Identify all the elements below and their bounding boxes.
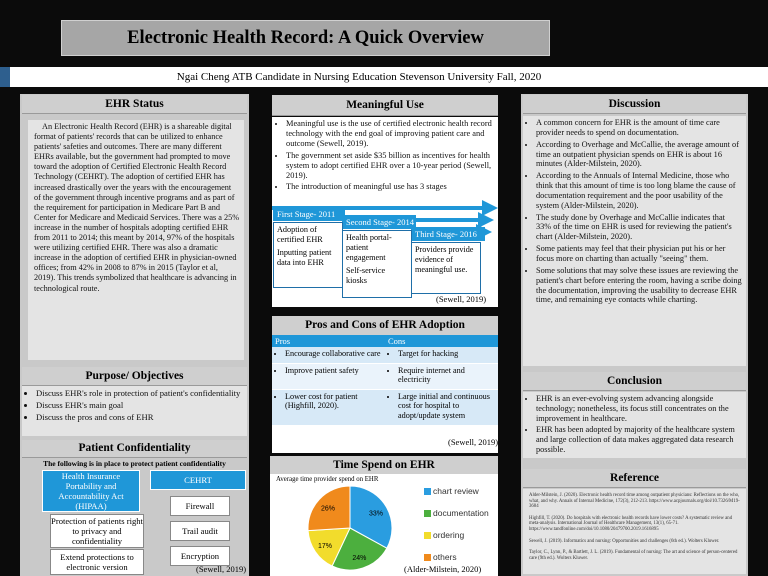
purpose-panel bbox=[22, 386, 247, 436]
legend-label: ordering bbox=[433, 530, 465, 540]
time-spend-header: Time Spend on EHR bbox=[270, 456, 498, 475]
hipaa-item: Extend protections to electronic version bbox=[50, 549, 144, 575]
data-label: 33% bbox=[369, 510, 384, 518]
stage-box bbox=[342, 230, 412, 298]
cehrt-item: Firewall bbox=[170, 496, 230, 516]
discussion-panel bbox=[523, 116, 746, 366]
list-item: • EHR is an ever-evolving system advancing alongside technology; nonetheless, its focus still concentrates on the improvement in healthcare. bbox=[536, 394, 742, 423]
cehrt-item: Encryption bbox=[170, 546, 230, 566]
stage-label: Third Stage- 2016 bbox=[411, 227, 485, 241]
conclusion-list bbox=[527, 394, 742, 455]
chart-panel bbox=[270, 474, 498, 576]
time-spend-citation: (Alder-Milstein, 2020) bbox=[404, 564, 482, 574]
conclusion-panel bbox=[523, 392, 746, 458]
legend-label: chart review bbox=[433, 486, 479, 496]
ehr-status-header: EHR Status bbox=[22, 95, 247, 114]
list-item: • According to Overhage and McCallie, the average amount of time an outpatient physician spends on EHR is about 16 minutes (Alder-Milstein, 2020). bbox=[536, 140, 742, 170]
list-item: • According to the Annuals of Internal Medicine, those who think that this amount of time is too long blame the cause of documentation requirement and the poor usability of the system (Alder-Milstein, 2020). bbox=[536, 171, 742, 210]
data-label: 17% bbox=[317, 542, 332, 550]
list-item: • Some solutions that may solve these issues are reviewing the patient's chart before entering the room, having a scribe doing the documentation, improving the usability to decrease EHR time, and remaining eye contacts while charting. bbox=[536, 266, 742, 305]
ehr-status-panel bbox=[28, 120, 244, 360]
pros-cons-citation: (Sewell, 2019) bbox=[448, 437, 499, 447]
stage-item: Inputting patient data into EHR bbox=[277, 248, 332, 267]
meaningful-use-header: Meaningful Use bbox=[272, 95, 498, 116]
legend-swatch bbox=[424, 488, 431, 495]
list-item: • Some patients may feel that their physician put his or her focus more on charting than actually "seeing" them. bbox=[536, 244, 742, 264]
reference-item: Highfill, T. (2020). Do hospitals with electronic health records have lower costs? A systematic review and meta-analysis. International Journal of Healthcare Management, 13(1), 65-71. https://www.tandfonline.com/doi/10.1080/20479700.2019.1616895 bbox=[529, 515, 733, 532]
con-item: • Large initial and continuous cost for hospital to adopt/update system bbox=[398, 392, 495, 421]
list-item: • Discuss EHR's main goal bbox=[36, 400, 243, 410]
chart-title: Average time provider spend on EHR bbox=[276, 476, 379, 483]
legend-swatch bbox=[424, 532, 431, 539]
reference-item: Taylor, C., Lynn, P., & Bartlett, J. L. (2019). Fundamental of nursing: The art and science of person-centered care (9th ed.). Wolters Kluwer. bbox=[529, 550, 738, 561]
legend-swatch bbox=[424, 510, 431, 517]
stage-label: Second Stage- 2014 bbox=[342, 215, 416, 229]
meaningful-use-list bbox=[272, 117, 498, 192]
stage-item: Adoption of certified EHR bbox=[277, 225, 323, 244]
cehrt-item: Trail audit bbox=[170, 521, 230, 541]
ehr-status-text: An Electronic Health Record (EHR) is a shareable digital format of patients' records that can be utilized to enhance patients' safeties and outcomes. There are many different EHRs available, but the government had prompted to move toward the adoption of Certified Electronic Health Record Technology (CEHRT). The adoption of certified EHR has increased drastically over the years with the encouragement of the government through incentive programs and as part of the requirement for participation in Medicare Part B and Center for Medicare and Medicaid Services. There was a 25% increase in the number of hospitals adopting certified EHR from 2011 to 2014; this meant by 2014, 97% of the hospitals were utilizing certified EHR. There was also a dramatic increase in the adoption of certified EHR in physician-owned offices; from 42% in 2008 to 87% in 2015 (Taylor et al, 2019). This trends symbolized that healthcare is advancing in technological route. bbox=[34, 122, 240, 293]
con-item: • Target for hacking bbox=[398, 349, 495, 359]
author-line: Ngai Cheng ATB Candidate in Nursing Education Stevenson University Fall, 2020 bbox=[176, 71, 542, 83]
confidentiality-header: Patient Confidentiality bbox=[22, 440, 247, 458]
stage-item: Health portal-patient engagement bbox=[346, 233, 392, 262]
reference-item: Sewell, J. (2019). Informatics and nursing: Opportunities and challenges (6th ed.). Wolters Kluwer. bbox=[529, 538, 720, 544]
con-item: • Require internet and electricity bbox=[398, 366, 495, 385]
purpose-header: Purpose/ Objectives bbox=[22, 367, 247, 386]
accent-stripe bbox=[0, 67, 10, 87]
pros-cons-table bbox=[272, 335, 498, 426]
stage-label: First Stage- 2011 bbox=[273, 207, 345, 221]
data-label: 26% bbox=[320, 505, 335, 513]
table-row bbox=[272, 389, 498, 425]
discussion-list bbox=[527, 118, 742, 305]
pros-cons-panel bbox=[272, 335, 498, 453]
table-row bbox=[272, 347, 498, 363]
legend-swatch bbox=[424, 554, 431, 561]
data-label: 24% bbox=[352, 554, 367, 562]
purpose-list bbox=[26, 388, 243, 423]
stage-item: Self-service kiosks bbox=[346, 266, 386, 285]
cons-column-header: Cons bbox=[385, 335, 498, 347]
subtitle-bar bbox=[0, 67, 768, 87]
list-item: • A common concern for EHR is the amount of time care provider needs to spend on documentation. bbox=[536, 118, 742, 138]
pro-item: • Improve patient safety bbox=[285, 366, 382, 376]
pie-chart bbox=[270, 474, 498, 576]
list-item: • Discuss EHR's role in protection of patient's confidentiality bbox=[36, 388, 243, 398]
discussion-header: Discussion bbox=[523, 95, 746, 114]
list-item: • Discuss the pros and cons of EHR bbox=[36, 412, 243, 422]
page-title: Electronic Health Record: A Quick Overview bbox=[61, 20, 550, 56]
hipaa-item: Protection of patients right to privacy and confidentiality bbox=[51, 516, 143, 546]
list-item: • Meaningful use is the use of certified electronic health record technology with the end goal of improving patient care and outcome (Sewell, 2019). bbox=[286, 119, 494, 149]
list-item: • EHR has been adopted by majority of the healthcare system and large collection of data makes aggregated data research possible. bbox=[536, 425, 742, 454]
list-item: • The introduction of meaningful use has 3 stages bbox=[286, 182, 494, 192]
table-row bbox=[272, 363, 498, 389]
pro-item: • Lower cost for patient (Highfill, 2020). bbox=[285, 392, 382, 411]
cehrt-box: CEHRT bbox=[150, 470, 246, 490]
reference-item: Alder-Milstein, J. (2020). Electronic health record time among outpatient physicians: Reflections on the who, what, and why. Annals of Internal Medicine, 172(3), 212-213. https://www.acpjournals.org/doi/10.7326/M19-3684 bbox=[529, 493, 740, 510]
list-item: • The study done by Overhage and McCallie indicates that 33% of the time on EHR is used for reviewing the patient's chart (Alder-Milstein, 2020). bbox=[536, 213, 742, 243]
stage-box bbox=[411, 242, 481, 294]
stage-item: Providers provide evidence of meaningful use. bbox=[415, 245, 474, 274]
confidentiality-intro: The following is in place to protect patient confidentiality bbox=[43, 459, 226, 468]
reference-header: Reference bbox=[523, 469, 746, 488]
hipaa-box: Health Insurance Portability and Accountability Act (HIPAA) bbox=[42, 470, 140, 512]
pros-column-header: Pros bbox=[272, 335, 385, 347]
pros-cons-header: Pros and Cons of EHR Adoption bbox=[272, 316, 498, 336]
stage-box bbox=[273, 222, 343, 288]
reference-panel bbox=[523, 489, 746, 574]
confidentiality-citation: (Sewell, 2019) bbox=[196, 564, 247, 574]
meaningful-use-citation: (Sewell, 2019) bbox=[436, 294, 487, 304]
conclusion-header: Conclusion bbox=[523, 372, 746, 391]
list-item: • The government set aside $35 billion as incentives for health system to adopt certified EHR over a 10-year period (Sewell, 2019). bbox=[286, 151, 494, 181]
pro-item: • Encourage collaborative care bbox=[285, 349, 382, 359]
legend-label: others bbox=[433, 552, 457, 562]
legend-label: documentation bbox=[433, 508, 489, 518]
